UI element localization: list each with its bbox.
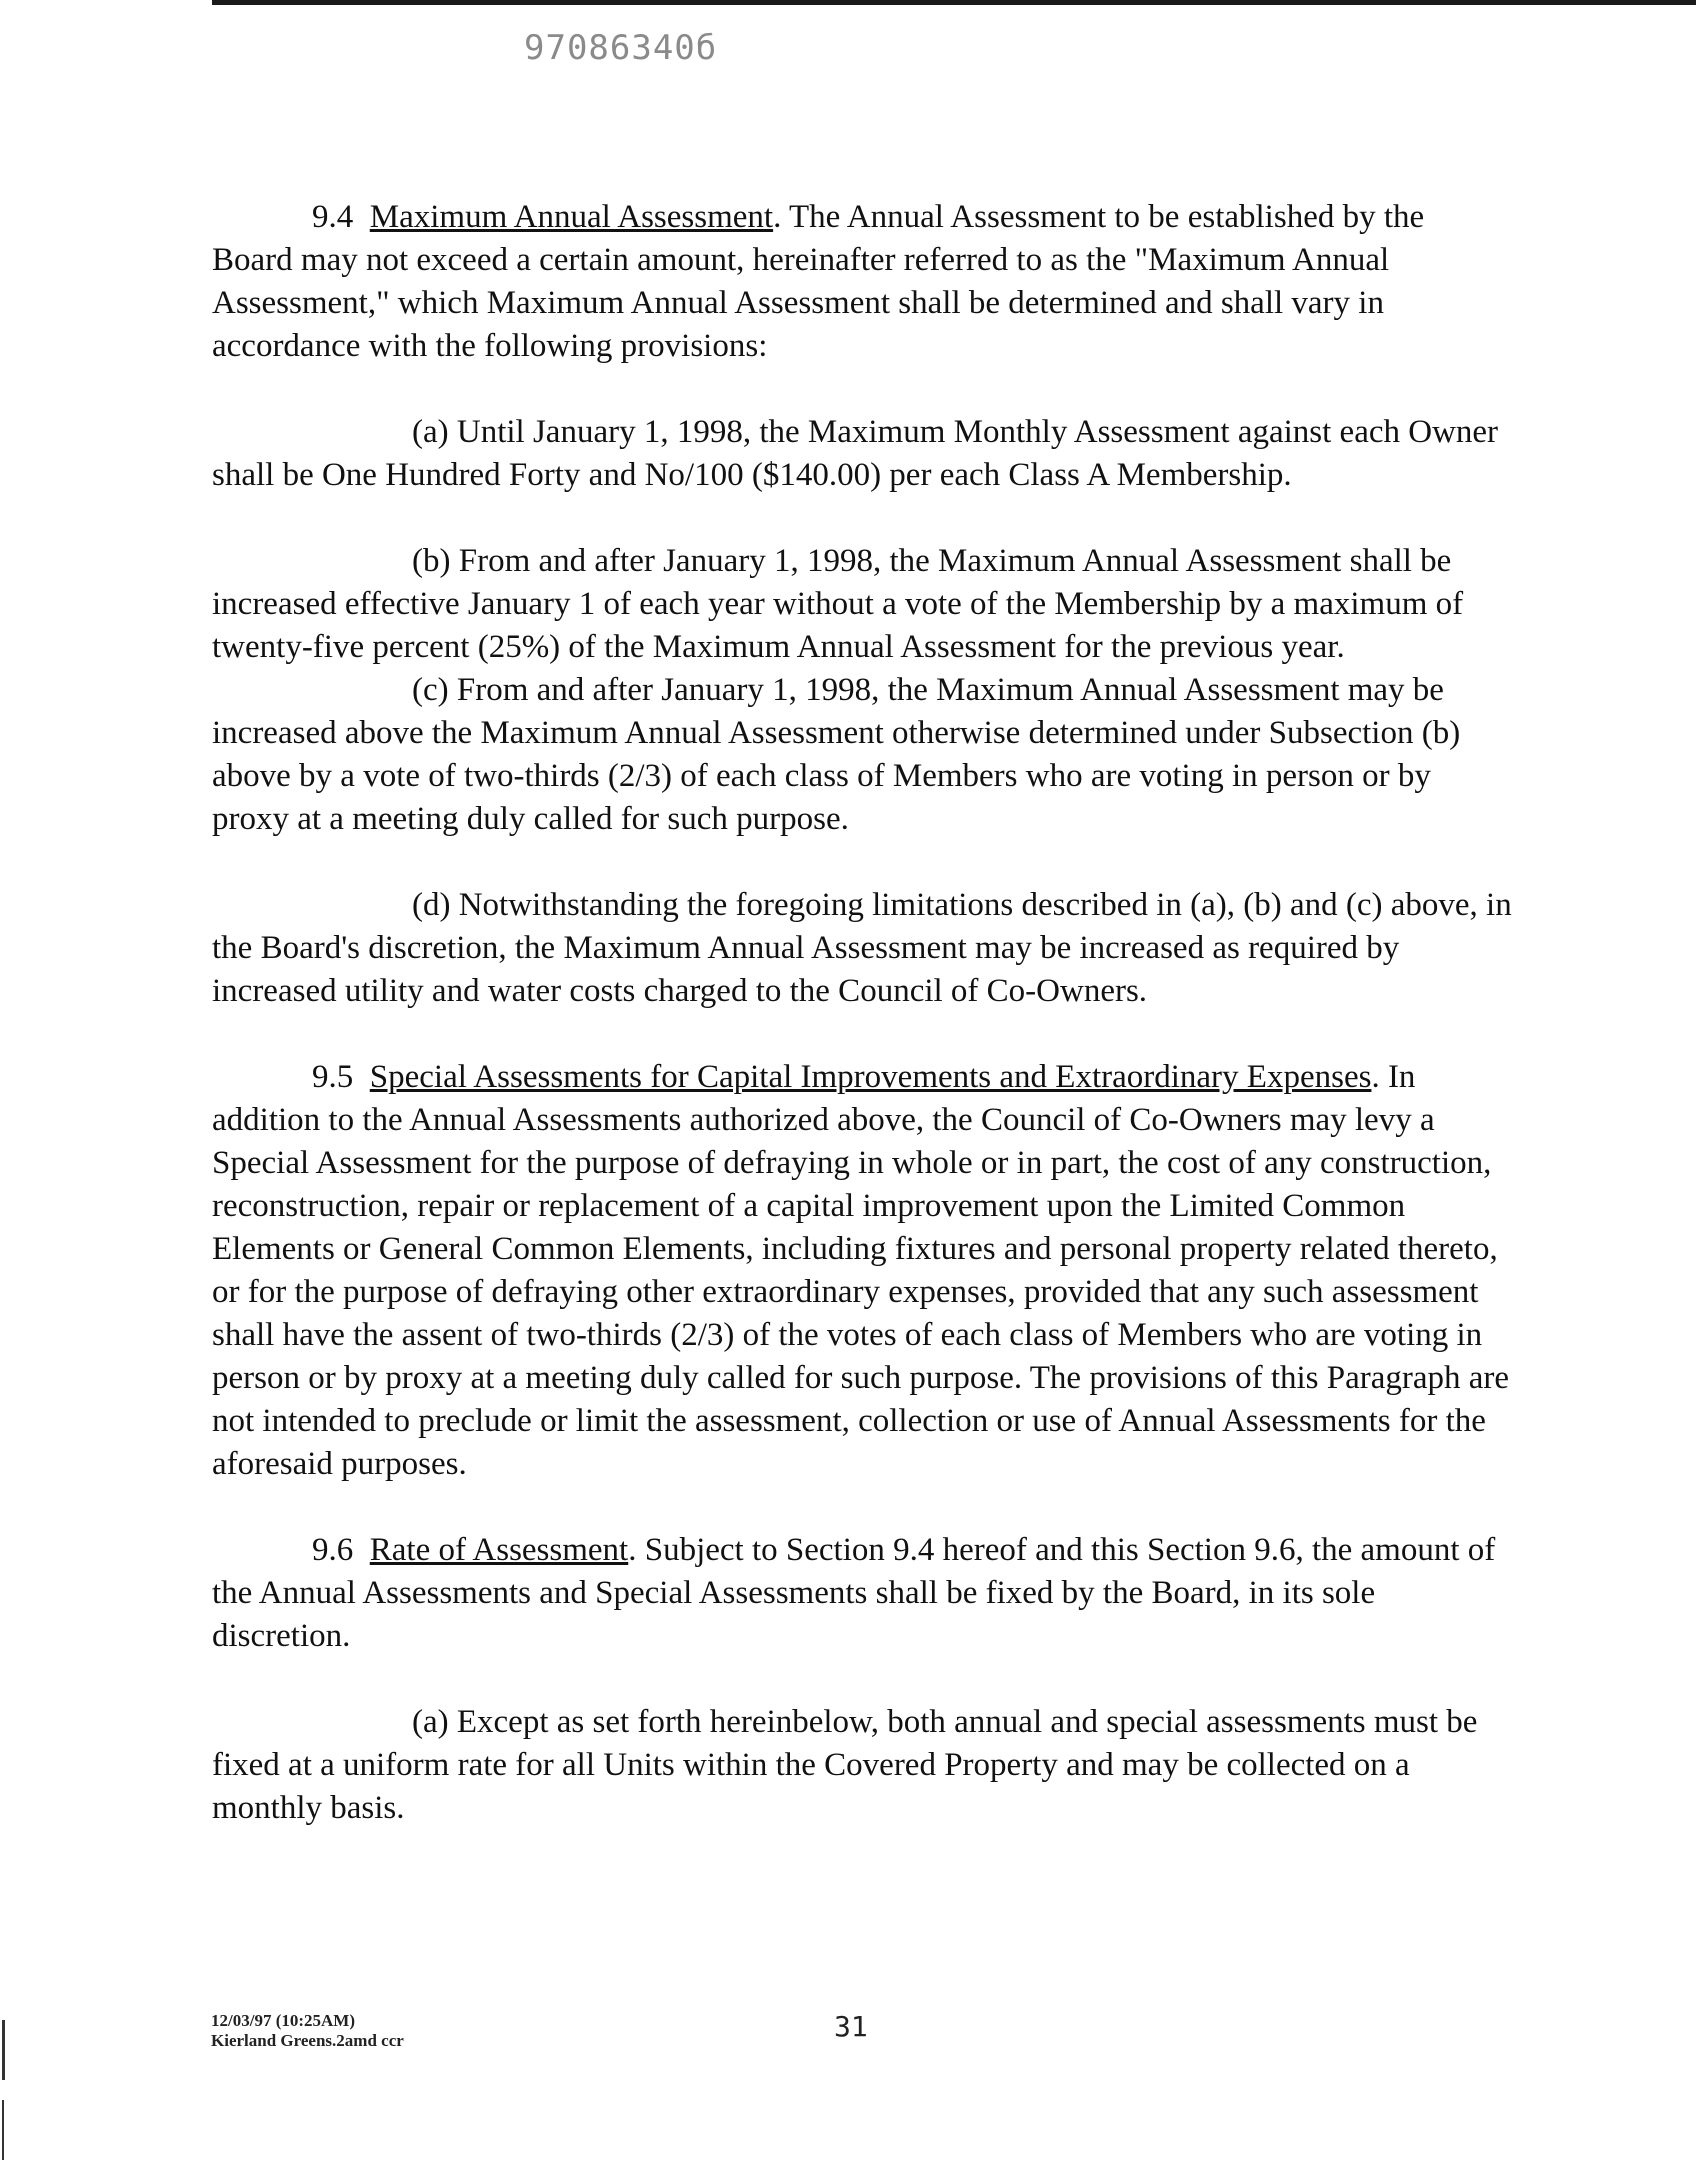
subsection-a-rate: (a) Except as set forth hereinbelow, both annual and special assessments must be fixed at a uniform rate for all Units within the Covered Property and may be collected on a monthly basis. [212, 1704, 1478, 1826]
scan-edge-mark [2, 2020, 5, 2080]
document-stamp-number: 97086340б [524, 28, 718, 68]
section-heading: Maximum Annual Assessment [369, 199, 774, 235]
section-9-4 [212, 196, 1512, 368]
section-text: . The Annual Assessment to be established by the Board may not exceed a certain amount, hereinafter referred to as the "Maximum Annual Assessment," which Maximum Annual Assessment shall be determined and shall vary in accordance with the following provisions: [212, 199, 1425, 364]
scan-top-border [212, 0, 1696, 5]
section-heading: Special Assessments for Capital Improvements and Extraordinary Expenses [369, 1059, 1372, 1095]
subsection-a: (a) Until January 1, 1998, the Maximum Monthly Assessment against each Owner shall be One Hundred Forty and No/100 ($140.00) per each Class A Membership. [212, 414, 1499, 493]
subsection-c: (c) From and after January 1, 1998, the Maximum Annual Assessment may be increased above the Maximum Annual Assessment otherwise determined under Subsection (b) above by a vote of two-thirds (2/3) of each class of Members who are voting in person or by proxy at a meeting duly called for such purpose. [212, 672, 1461, 837]
section-number: 9.6 [312, 1532, 354, 1568]
subsection-d: (d) Notwithstanding the foregoing limitations described in (a), (b) and (c) above, in the Board's discretion, the Maximum Annual Assessment may be increased as required by increased utility and water costs charged to the Council of Co-Owners. [212, 887, 1512, 1009]
footer-meta [211, 2011, 404, 2051]
footer-datetime: 12/03/97 (10:25AM) [211, 2011, 356, 2030]
section-text: . In addition to the Annual Assessments authorized above, the Council of Co-Owners may levy a Special Assessment for the purpose of defraying in whole or in part, the cost of any construction, reconstruction, repair or replacement of a capital improvement upon the Limited Common Elements or General Common Elements, including fixtures and personal property related thereto, or for the purpose of defraying other extraordinary expenses, provided that any such assessment shall have the assent of two-thirds (2/3) of the votes of each class of Members who are voting in person or by proxy at a meeting duly called for such purpose. The provisions of this Paragraph are not intended to preclude or limit the assessment, collection or use of Annual Assessments for the aforesaid purposes. [212, 1059, 1510, 1482]
scan-edge-mark [2, 2100, 4, 2160]
document-body [212, 196, 1512, 1873]
page-number: 31 [834, 2010, 868, 2043]
subsection-b: (b) From and after January 1, 1998, the Maximum Annual Assessment shall be increased effective January 1 of each year without a vote of the Membership by a maximum of twenty-five percent (25%) of the Maximum Annual Assessment for the previous year. [212, 543, 1464, 665]
section-9-6 [212, 1529, 1512, 1658]
section-9-5 [212, 1056, 1512, 1486]
footer-filename: Kierland Greens.2amd ccr [211, 2031, 404, 2050]
section-text: . Subject to Section 9.4 hereof and this Section 9.6, the amount of the Annual Assessments and Special Assessments shall be fixed by the Board, in its sole discretion. [212, 1532, 1496, 1654]
section-number: 9.4 [312, 199, 354, 235]
section-number: 9.5 [312, 1059, 354, 1095]
section-heading: Rate of Assessment [369, 1532, 629, 1568]
